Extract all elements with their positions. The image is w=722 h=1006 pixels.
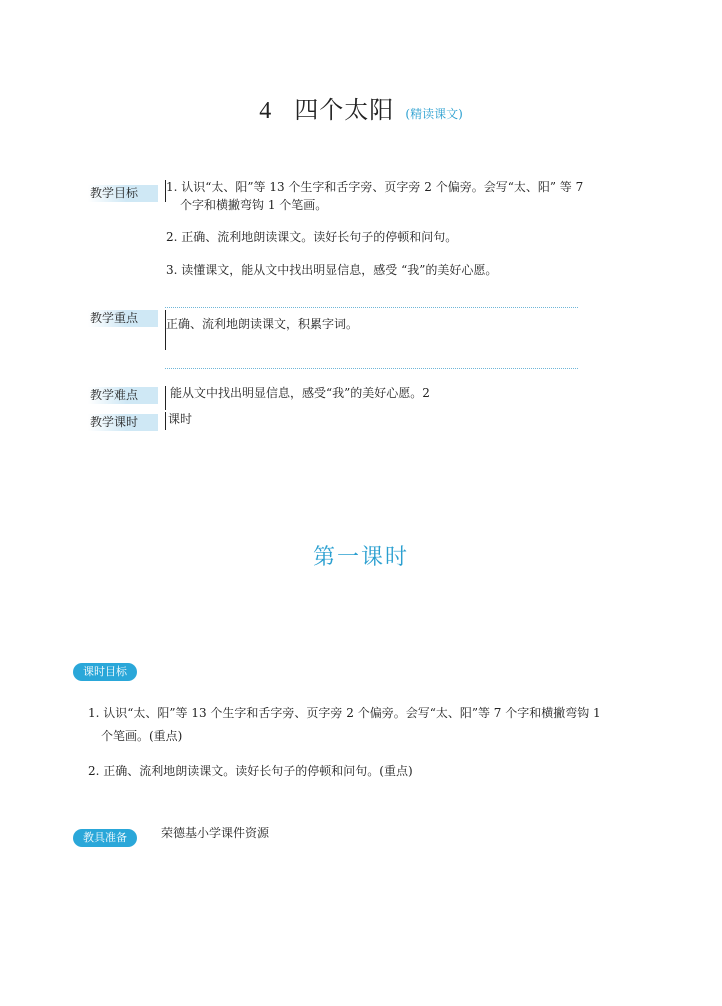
difficulty-divider <box>165 386 166 410</box>
goals-label: 教学目标 <box>88 185 158 202</box>
section-heading: 第一课时 <box>312 545 409 570</box>
key-points-label: 教学重点 <box>88 310 158 327</box>
difficulty-label: 教学难点 <box>88 387 158 404</box>
lesson-title-row <box>0 90 722 125</box>
objective-item-2: 2. 正确、流利地朗读课文。读好长句子的停顿和问句。(重点) <box>88 764 413 778</box>
objectives-pill: 课时目标 <box>73 663 137 681</box>
key-points-text: 正确、流利地朗读课文，积累字词。 <box>166 317 359 331</box>
difficulty-text: 能从文中找出明显信息，感受“我”的美好心愿。2 <box>170 386 430 400</box>
class-hours-text: 课时 <box>168 412 193 426</box>
objective-item-1-cont: 个笔画。(重点) <box>101 729 183 743</box>
divider-dotted-2 <box>165 368 578 369</box>
lesson-title: 四个太阳 <box>294 96 395 124</box>
goal-item-2: 2. 正确、流利地朗读课文。读好长句子的停顿和问句。 <box>166 230 458 244</box>
class-hours-label: 教学课时 <box>88 414 158 431</box>
teaching-aids-pill: 教具准备 <box>73 829 137 847</box>
teaching-aids-text: 荣德基小学课件资源 <box>161 826 270 840</box>
divider-dotted-1 <box>165 307 578 308</box>
lesson-number: 4 <box>259 98 272 124</box>
lesson-type-tag: (精读课文) <box>405 107 463 121</box>
goal-item-1: 1. 认识“太、阳”等 13 个生字和舌字旁、页字旁 2 个偏旁。会写“太、阳” 等 7 <box>166 180 584 194</box>
goal-item-3: 3. 读懂课文，能从文中找出明显信息，感受 “我”的美好心愿。 <box>166 263 498 277</box>
class-hours-divider <box>165 412 166 430</box>
goal-item-1-cont: 个字和横撇弯钩 1 个笔画。 <box>180 198 328 212</box>
objective-item-1: 1. 认识“太、阳”等 13 个生字和舌字旁、页字旁 2 个偏旁。会写“太、阳”等 7 个字和横撇弯钩 1 <box>88 706 601 720</box>
